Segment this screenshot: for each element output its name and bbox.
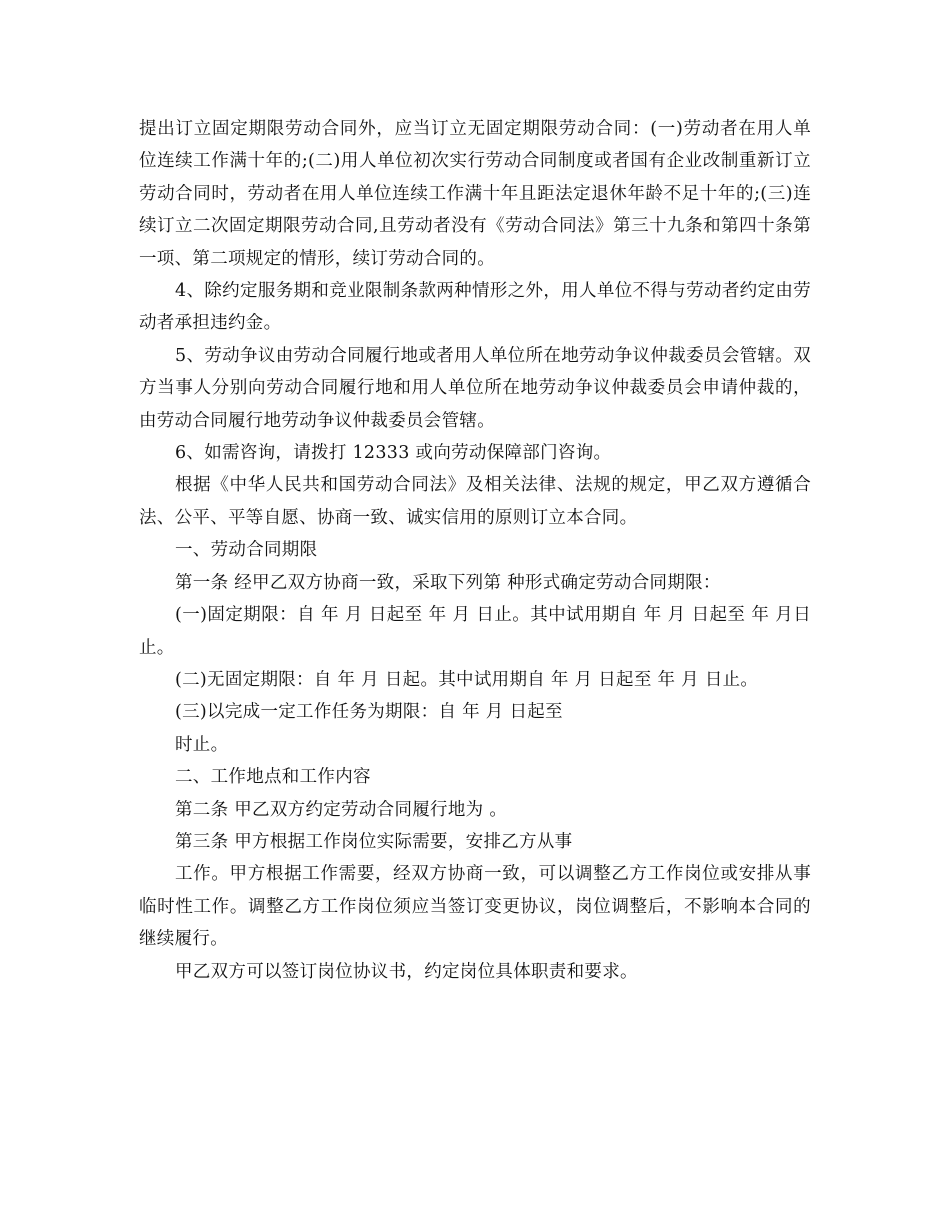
article-3: 第三条 甲方根据工作岗位实际需要，安排乙方从事 [175,831,573,852]
section-heading-work-location: 二、工作地点和工作内容 [175,767,371,788]
article-1-option-unfixed: (二)无固定期限：自 年 月 日起。其中试用期自 年 月 日起至 年 月 日止。 [175,669,759,690]
article-2: 第二条 甲乙双方约定劳动合同履行地为 。 [175,799,508,820]
paragraph-job-agreement: 甲乙双方可以签订岗位协议书，约定岗位具体职责和要求。 [175,961,638,982]
paragraph-item-6-consultation: 6、如需咨询，请拨打 12333 或向劳动保障部门咨询。 [175,443,612,464]
article-1-option-task: (三)以完成一定工作任务为期限：自 年 月 日起至 [175,702,563,723]
article-1-option-task-end: 时止。 [175,734,229,755]
article-1-option-fixed: (一)固定期限：自 年 月 日起至 年 月 日止。其中试用期自 年 月 日起至 年 月日止。 [139,605,811,658]
paragraph-fixed-term-conditions: 提出订立固定期限劳动合同外，应当订立无固定期限劳动合同：(一)劳动者在用人单位连续工作满十年的;(二)用人单位初次实行劳动合同制度或者国有企业改制重新订立劳动合同时，劳动者在用人单位连续工作满十年且距法定退休年龄不足十年的;(三)连续订立二次固定期限劳动合同,且劳动者没有《劳动合同法》第三十九条和第四十条第一项、第二项规定的情形，续订劳动合同的。 [139,119,811,269]
document-body [139,113,811,988]
article-3-continued: 工作。甲方根据工作需要，经双方协商一致，可以调整乙方工作岗位或安排从事临时性工作。调整乙方工作岗位须应当签订变更协议，岗位调整后，不影响本合同的继续履行。 [139,864,811,950]
paragraph-legal-basis: 根据《中华人民共和国劳动合同法》及相关法律、法规的规定，甲乙双方遵循合法、公平、平等自愿、协商一致、诚实信用的原则订立本合同。 [139,475,811,528]
section-heading-contract-term: 一、劳动合同期限 [175,540,318,561]
paragraph-item-5-arbitration: 5、劳动争议由劳动合同履行地或者用人单位所在地劳动争议仲裁委员会管辖。双方当事人分别向劳动合同履行地和用人单位所在地劳动争议仲裁委员会申请仲裁的，由劳动合同履行地劳动争议仲裁委员会管辖。 [139,345,811,431]
article-1: 第一条 经甲乙双方协商一致，采取下列第 种形式确定劳动合同期限： [175,572,721,593]
paragraph-item-4-penalty: 4、除约定服务期和竞业限制条款两种情形之外，用人单位不得与劳动者约定由劳动者承担违约金。 [139,281,811,334]
